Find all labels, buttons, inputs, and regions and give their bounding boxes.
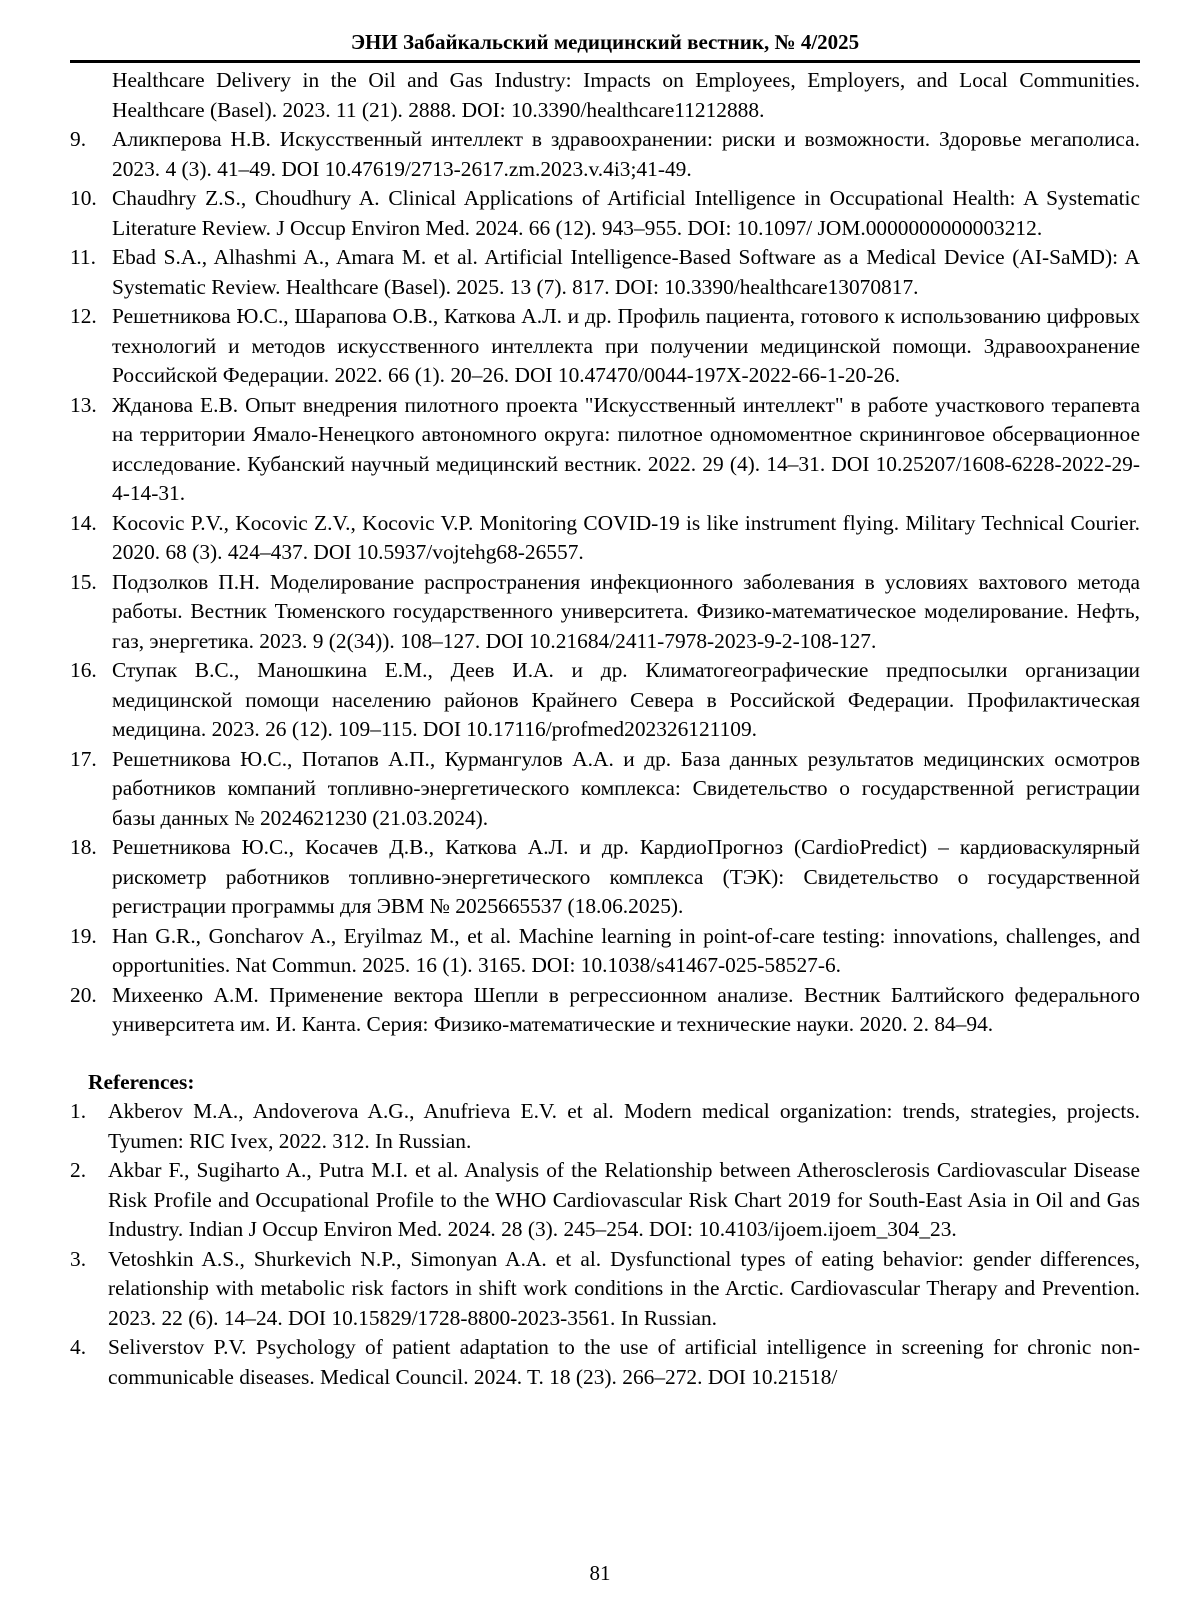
reference-number: 9. [70, 127, 87, 151]
reference-item [70, 656, 1140, 745]
reference-text: Seliverstov P.V. Psychology of patient adaptation to the use of artificial intelligence in screening for chronic non-communicable diseases. Medical Council. 2024. T. 18 (23). 266–272. DOI 10.21518/ [108, 1335, 1140, 1389]
reference-text: Подзолков П.Н. Моделирование распространения инфекционного заболевания в условиях вахтового метода работы. Вестник Тюменского государственного университета. Физико-математическое моделирование. Нефть, газ, энергетика. 2023. 9 (2(34)). 108–127. DOI 10.21684/2411-7978-2023-9-2-108-127. [112, 569, 1140, 653]
reference-number: 13. [70, 392, 97, 417]
reference-item [70, 1097, 1140, 1156]
journal-header: ЭНИ Забайкальский медицинский вестник, № 4/2025 [350, 30, 860, 54]
reference-text: Жданова Е.В. Опыт внедрения пилотного проекта "Искусственный интеллект" в работе участкового терапевта на территории Ямало-Ненецкого автономного округа: пилотное одномоментное скрининговое обсервационное исследование. Кубанский научный медицинский вестник. 2022. 29 (4). 14–31. DOI 10.25207/1608-6228-2022-29-4-14-31. [112, 392, 1140, 505]
reference-number: 11. [70, 245, 96, 269]
reference-text: Kocovic P.V., Kocovic Z.V., Kocovic V.P. Monitoring COVID-19 is like instrument flying. Military Technical Courier. 2020. 68 (3). 424–437. DOI 10.5937/vojtehg68-26557. [112, 510, 1140, 564]
references-heading: References: [88, 1069, 195, 1094]
reference-number: 15. [70, 569, 97, 594]
reference-item [70, 184, 1140, 243]
reference-text: Ступак В.С., Маношкина Е.М., Деев И.А. и др. Климатогеографические предпосылки организации медицинской помощи населению районов Крайнего Севера в Российской Федерации. Профилактическая медицина. 2023. 26 (12). 109–115. DOI 10.17116/profmed202326121109. [112, 658, 1140, 741]
reference-number: 18. [70, 835, 97, 859]
page-content [70, 66, 1140, 1392]
reference-number: 16. [70, 658, 97, 682]
reference-item [70, 302, 1140, 391]
reference-list-ru [70, 125, 1140, 1040]
reference-continuation: Healthcare Delivery in the Oil and Gas Industry: Impacts on Employees, Employers, and Local Communities. Healthcare (Basel). 2023. 11 (21). 2888. DOI: 10.3390/healthcare11212888. [112, 68, 1140, 122]
reference-number: 17. [70, 746, 97, 771]
reference-text: Han G.R., Goncharov A., Eryilmaz M., et al. Machine learning in point-of-care testing: innovations, challenges, and opportunities. Nat Commun. 2025. 16 (1). 3165. DOI: 10.1038/s41467-025-58527-6. [112, 923, 1140, 977]
reference-number: 12. [70, 304, 97, 328]
reference-number: 3. [70, 1246, 87, 1271]
reference-item [70, 833, 1140, 922]
reference-text: Chaudhry Z.S., Choudhury A. Clinical Applications of Artificial Intelligence in Occupational Health: A Systematic Literature Review. J Occup Environ Med. 2024. 66 (12). 943–955. DOI: 10.1097/ JOM.0000000000003212. [112, 186, 1140, 240]
reference-number: 20. [70, 982, 97, 1007]
reference-number: 19. [70, 923, 97, 948]
reference-text: Аликперова Н.В. Искусственный интеллект в здравоохранении: риски и возможности. Здоровье мегаполиса. 2023. 4 (3). 41–49. DOI 10.47619/2713-2617.zm.2023.v.4i3;41-49. [112, 127, 1140, 181]
reference-number: 14. [70, 510, 97, 535]
reference-item [70, 981, 1140, 1040]
reference-item [70, 745, 1140, 834]
page-number: 81 [589, 1561, 611, 1585]
reference-list-en [70, 1097, 1140, 1392]
reference-item [70, 1245, 1140, 1334]
reference-text: Akberov M.A., Andoverova A.G., Anufrieva E.V. et al. Modern medical organization: trends, strategies, projects. Tyumen: RIC Ivex, 2022. 312. In Russian. [108, 1099, 1140, 1153]
reference-text: Решетникова Ю.С., Потапов А.П., Курмангулов А.А. и др. База данных результатов медицинских осмотров работников компаний топливно-энергетического комплекса: Свидетельство о государственной регистрации базы данных № 2024621230 (21.03.2024). [112, 746, 1140, 830]
reference-text: Решетникова Ю.С., Косачев Д.В., Каткова А.Л. и др. КардиоПрогноз (CardioPredict) – кардиоваскулярный рискометр работников топливно-энергетического комплекса (ТЭК): Свидетельство о государственной регистрации программы для ЭВМ № 2025665537 (18.06.2025). [112, 835, 1140, 918]
reference-text: Ebad S.A., Alhashmi A., Amara M. et al. Artificial Intelligence-Based Software as a Medical Device (AI-SaMD): A Systematic Review. Healthcare (Basel). 2025. 13 (7). 817. DOI: 10.3390/healthcare13070817. [112, 245, 1140, 299]
reference-item [70, 509, 1140, 568]
reference-text: Михеенко А.М. Применение вектора Шепли в регрессионном анализе. Вестник Балтийского федерального университета им. И. Канта. Серия: Физико-математические и технические науки. 2020. 2. 84–94. [112, 982, 1140, 1036]
reference-text: Vetoshkin A.S., Shurkevich N.P., Simonyan A.A. et al. Dysfunctional types of eating behavior: gender differences, relationship with metabolic risk factors in shift work conditions in the Arctic. Cardiovascular Therapy and Prevention. 2023. 22 (6). 14–24. DOI 10.15829/1728-8800-2023-3561. In Russian. [108, 1246, 1140, 1330]
reference-number: 4. [70, 1335, 87, 1359]
reference-text: Решетникова Ю.С., Шарапова О.В., Каткова А.Л. и др. Профиль пациента, готового к использованию цифровых технологий и методов искусственного интеллекта при получении медицинской помощи. Здравоохранение Российской Федерации. 2022. 66 (1). 20–26. DOI 10.47470/0044-197X-2022-66-1-20-26. [112, 304, 1140, 387]
reference-item [70, 1333, 1140, 1392]
reference-number: 1. [70, 1099, 87, 1123]
reference-text: Akbar F., Sugiharto A., Putra M.I. et al. Analysis of the Relationship between Atherosclerosis Cardiovascular Disease Risk Profile and Occupational Profile to the WHO Cardiovascular Risk Chart 2019 for South-East Asia in Oil and Gas Industry. Indian J Occup Environ Med. 2024. 28 (3). 245–254. DOI: 10.4103/ijoem.ijoem_304_23. [108, 1158, 1140, 1241]
header-rule [70, 60, 1140, 63]
reference-item [70, 922, 1140, 981]
reference-item [70, 568, 1140, 657]
reference-item [70, 243, 1140, 302]
reference-item [70, 125, 1140, 184]
reference-item [70, 391, 1140, 509]
reference-number: 2. [70, 1158, 87, 1182]
reference-number: 10. [70, 186, 97, 210]
reference-item [70, 1156, 1140, 1245]
